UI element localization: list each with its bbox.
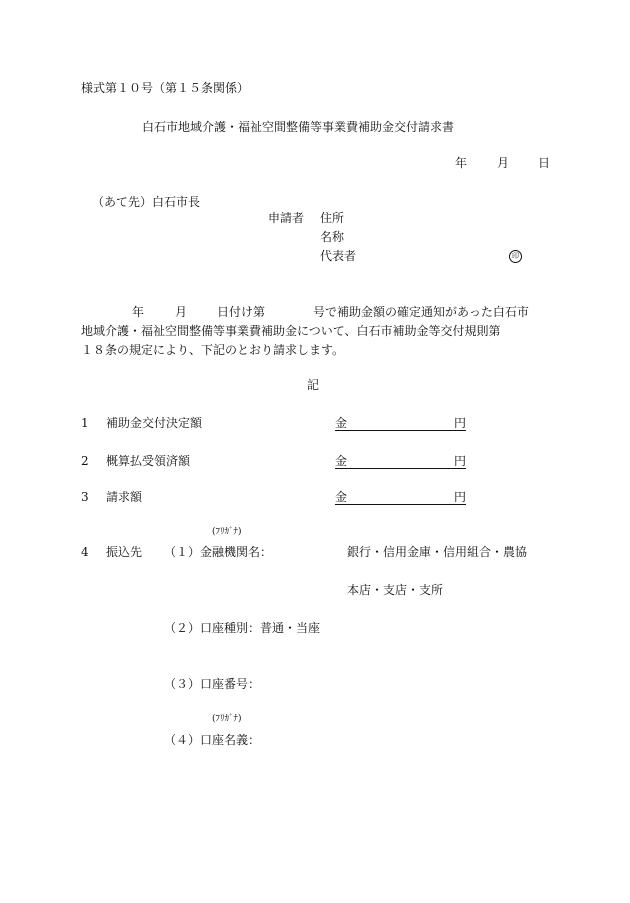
item-3-prefix: 金	[335, 490, 348, 504]
form-number: 様式第１０号（第１５条関係）	[81, 81, 250, 95]
item-3-amount	[335, 491, 466, 505]
date-day: 日	[538, 156, 551, 170]
body-line1-rest: 号で補助金額の確定通知があった白石市	[313, 305, 529, 319]
bank-types: 銀行・信用金庫・信用組合・農協	[347, 545, 528, 559]
body-line3: １８条の規定により、下記のとおり請求します。	[81, 343, 345, 357]
body-date: 日付け第	[217, 305, 266, 319]
account-number-label: （３）口座番号：	[164, 677, 261, 691]
item-2-prefix: 金	[335, 454, 348, 468]
item-3-number: 3	[81, 490, 89, 504]
applicant-address-label: 住所	[320, 211, 345, 225]
account-name-label: （４）口座名義：	[164, 733, 261, 747]
bank-name-label: （１）金融機関名：	[164, 545, 273, 559]
item-4-number: 4	[81, 545, 89, 559]
applicant-label: 申請者	[268, 211, 305, 225]
furigana-account-name: (ﾌﾘｶﾞﾅ)	[212, 714, 242, 724]
addressee: （あて先）白石市長	[92, 195, 201, 209]
item-2-suffix: 円	[453, 454, 466, 468]
date-month: 月	[497, 156, 510, 170]
item-1-number: 1	[81, 416, 89, 430]
item-2-amount	[335, 455, 466, 469]
applicant-representative-label: 代表者	[320, 249, 357, 263]
date-year: 年	[455, 156, 468, 170]
body-line2: 地域介護・福祉空間整備等事業費補助金について、白石市補助金等交付規則第	[81, 324, 501, 338]
furigana-bank: (ﾌﾘｶﾞﾅ)	[212, 527, 242, 537]
item-1-suffix: 円	[453, 416, 466, 430]
seal-mark: 印	[509, 250, 522, 263]
item-4-label: 振込先	[106, 545, 143, 559]
item-1-prefix: 金	[335, 416, 348, 430]
ki-heading: 記	[307, 378, 320, 392]
item-3-label: 請求額	[106, 490, 143, 504]
body-year: 年	[132, 305, 145, 319]
item-1-label: 補助金交付決定額	[106, 416, 203, 430]
account-type: （２）口座種別：普通・当座	[164, 621, 321, 635]
item-2-label: 概算払受領済額	[106, 454, 191, 468]
applicant-name-label: 名称	[320, 230, 345, 244]
item-3-suffix: 円	[453, 490, 466, 504]
body-month: 月	[175, 305, 188, 319]
item-1-amount	[335, 417, 466, 431]
item-2-number: 2	[81, 454, 89, 468]
page-title: 白石市地域介護・福祉空間整備等事業費補助金交付請求書	[142, 120, 455, 134]
branch-types: 本店・支店・支所	[347, 583, 444, 597]
